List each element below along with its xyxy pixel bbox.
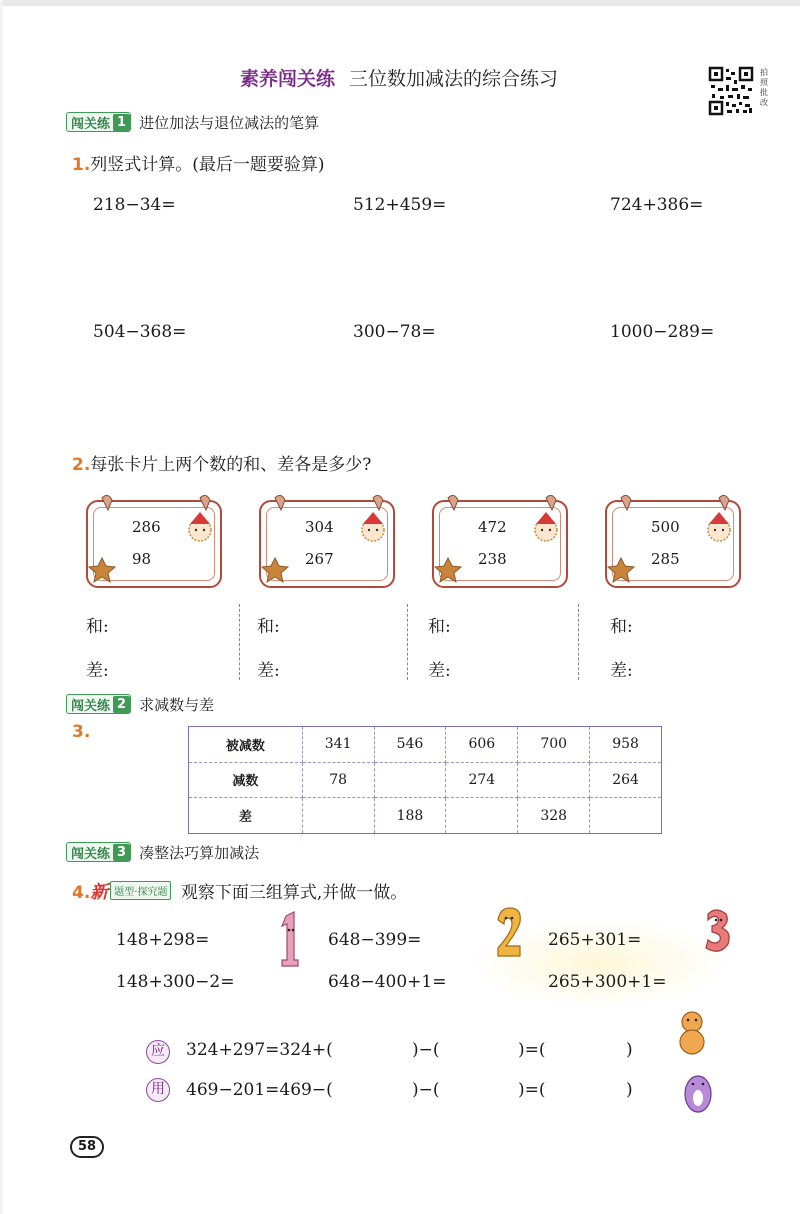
table-cell: 700 <box>518 727 590 763</box>
page-edge <box>0 0 3 1214</box>
divider <box>407 604 408 680</box>
pin-icon <box>102 495 729 510</box>
section-tag-number: 1 <box>113 114 130 131</box>
section-tag <box>66 842 131 862</box>
expression: 1000−289= <box>610 322 715 342</box>
question-prompt: 列竖式计算。(最后一题要验算) <box>90 155 325 175</box>
difference-label: 差: <box>428 661 451 681</box>
top-edge <box>0 0 800 6</box>
apply-expression-part: ) <box>626 1080 633 1100</box>
card-number: 472 <box>478 518 507 536</box>
difference-label: 差: <box>257 661 280 681</box>
question-prompt: 每张卡片上两个数的和、差各是多少? <box>90 455 372 475</box>
apply-expression-part: 469−201=469−( <box>186 1080 333 1100</box>
santa-icon <box>189 512 730 541</box>
section-tag-number: 3 <box>113 844 130 861</box>
number-two-mascot-icon <box>494 904 524 962</box>
divider <box>239 604 240 680</box>
table-row <box>189 762 662 798</box>
row-header: 被减数 <box>189 727 303 763</box>
answer-cell[interactable] <box>446 798 518 834</box>
apply-expression-part: )−( <box>412 1040 440 1060</box>
expression: 512+459= <box>353 195 447 215</box>
page-title <box>240 64 558 91</box>
sum-label: 和: <box>86 617 109 637</box>
question-prompt: 观察下面三组算式,并做一做。 <box>180 883 408 903</box>
table-row <box>189 798 662 834</box>
title-brand: 素养闯关练 <box>240 68 336 90</box>
expression: 724+386= <box>610 195 704 215</box>
card-decorations <box>80 490 800 600</box>
title-main: 三位数加减法的综合练习 <box>349 68 559 90</box>
section-tag-label: 闯关练 <box>71 116 111 132</box>
question-number: 4. <box>72 883 91 903</box>
answer-cell[interactable] <box>374 762 446 798</box>
table-cell: 958 <box>590 727 662 763</box>
number-eight-mascot-icon <box>674 1010 710 1056</box>
number-zero-mascot-icon <box>680 1070 716 1116</box>
sum-label: 和: <box>428 617 451 637</box>
card-number: 500 <box>651 518 680 536</box>
apply-expression-part: 324+297=324+( <box>186 1040 333 1060</box>
card-number: 98 <box>132 550 152 568</box>
card-number: 285 <box>651 550 680 568</box>
table-cell: 78 <box>302 762 374 798</box>
new-badge: 新 <box>90 882 109 903</box>
sum-label: 和: <box>257 617 280 637</box>
answer-cell[interactable] <box>518 762 590 798</box>
apply-expression-part: )=( <box>518 1040 546 1060</box>
expression: 265+300+1= <box>548 972 667 992</box>
question-type-tag: 题型·探究题 <box>110 881 171 900</box>
number-one-mascot-icon <box>276 910 306 968</box>
difference-label: 差: <box>610 661 633 681</box>
star-icon <box>89 558 634 582</box>
table-cell: 606 <box>446 727 518 763</box>
apply-marker: 用 <box>146 1078 170 1102</box>
table-cell: 264 <box>590 762 662 798</box>
row-header: 差 <box>189 798 303 834</box>
expression: 504−368= <box>93 322 187 342</box>
qr-code-icon[interactable] <box>708 66 754 116</box>
apply-marker: 应 <box>146 1040 170 1064</box>
table-cell: 274 <box>446 762 518 798</box>
question-number: 1. <box>72 155 91 175</box>
question-2 <box>72 450 371 475</box>
divider <box>578 604 579 680</box>
apply-expression-part: ) <box>626 1040 633 1060</box>
section-tag-label: 闯关练 <box>71 846 111 862</box>
question-number: 3. <box>72 722 91 742</box>
expression: 648−399= <box>328 930 422 950</box>
section-tag <box>66 694 131 714</box>
number-three-mascot-icon <box>702 906 732 964</box>
section-title: 凑整法巧算加减法 <box>139 843 260 862</box>
row-header: 减数 <box>189 762 303 798</box>
answer-cell[interactable] <box>590 798 662 834</box>
table-cell: 546 <box>374 727 446 763</box>
answer-cell[interactable] <box>302 798 374 834</box>
expression: 265+301= <box>548 930 642 950</box>
expression: 300−78= <box>353 322 436 342</box>
section-tag-number: 2 <box>113 696 130 713</box>
card-number: 304 <box>305 518 334 536</box>
card-number: 238 <box>478 550 507 568</box>
table-row <box>189 727 662 763</box>
section-tag <box>66 112 131 132</box>
card-number: 286 <box>132 518 161 536</box>
section-title: 进位加法与退位减法的笔算 <box>139 113 320 132</box>
section-tag-label: 闯关练 <box>71 698 111 714</box>
table-cell: 328 <box>518 798 590 834</box>
qr-note: 拍照批改 <box>760 68 768 107</box>
subtraction-table <box>188 726 662 834</box>
section-3-header <box>66 842 259 862</box>
apply-expression-part: )−( <box>412 1080 440 1100</box>
expression: 218−34= <box>93 195 176 215</box>
table-cell: 341 <box>302 727 374 763</box>
difference-label: 差: <box>86 661 109 681</box>
page-number: 58 <box>70 1136 104 1158</box>
sum-label: 和: <box>610 617 633 637</box>
section-1-header <box>66 112 319 132</box>
expression: 148+300−2= <box>116 972 235 992</box>
apply-expression-part: )=( <box>518 1080 546 1100</box>
expression: 148+298= <box>116 930 210 950</box>
question-1 <box>72 150 325 175</box>
question-3 <box>72 722 90 742</box>
table-cell: 188 <box>374 798 446 834</box>
question-4 <box>72 878 407 904</box>
section-2-header <box>66 694 214 714</box>
section-title: 求减数与差 <box>139 695 215 714</box>
card-number: 267 <box>305 550 334 568</box>
expression: 648−400+1= <box>328 972 447 992</box>
question-number: 2. <box>72 455 91 475</box>
